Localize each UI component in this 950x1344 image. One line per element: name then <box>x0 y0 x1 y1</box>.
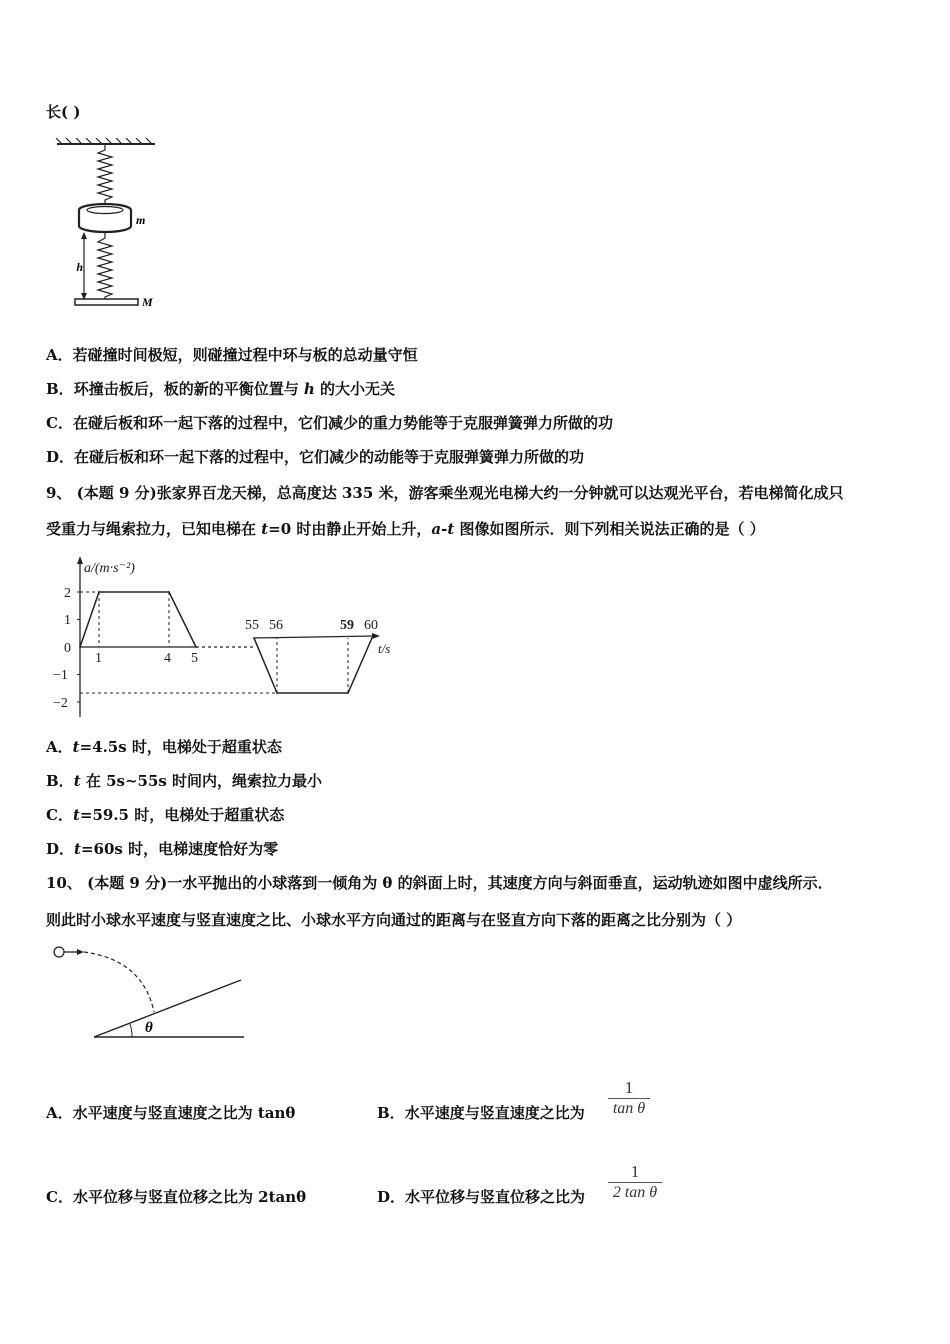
x-tick-60: 60 <box>364 618 378 633</box>
q9-option-a: A．t=4.5s 时，电梯处于超重状态 <box>46 738 282 756</box>
x-tick-55: 55 <box>245 618 259 633</box>
series-line-phase2 <box>254 638 372 693</box>
data-point <box>371 637 373 639</box>
incline-projectile-figure <box>48 942 253 1042</box>
q8-option-d: D．在碰后板和环一起下落的过程中，它们减少的动能等于克服弹簧弹力所做的功 <box>46 448 585 466</box>
q9-stem-line1: 9、 (本题 9 分)张家界百龙天梯，总高度达 335 米，游客乘坐观光电梯大约一分钟就可以达观光平台，若电梯简化成只 <box>46 484 844 502</box>
spring-ring-plate-figure <box>52 138 172 313</box>
q9-stem-line2: 受重力与绳索拉力，已知电梯在 t=0 时由静止开始上升，a-t 图像如图所示．则下列相关说法正确的是（ ） <box>46 520 765 538</box>
angle-label: θ <box>145 1020 153 1036</box>
y-tick-1: 1 <box>64 613 71 628</box>
data-point <box>98 591 100 593</box>
a-t-chart <box>44 552 414 722</box>
data-point <box>276 692 278 694</box>
q9-option-d: D．t=60s 时，电梯速度恰好为零 <box>46 840 279 858</box>
data-point <box>347 692 349 694</box>
q10-option-d: D．水平位移与竖直位移之比为 <box>377 1188 586 1206</box>
height-label: h <box>76 260 83 274</box>
q10-stem-line1: 10、 (本题 9 分)一水平抛出的小球落到一倾角为 θ 的斜面上时，其速度方向与斜面垂直，运动轨迹如图中虚线所示． <box>46 874 833 892</box>
fraction-b: 1 tan θ <box>608 1078 650 1119</box>
x-axis-label: t/s <box>378 641 391 656</box>
y-tick-neg2: −2 <box>53 696 68 711</box>
fraction-d: 1 2 tan θ <box>608 1162 662 1203</box>
q9-option-c: C．t=59.5 时，电梯处于超重状态 <box>46 806 285 824</box>
y-tick-neg1: −1 <box>53 668 68 683</box>
q8-option-c: C．在碰后板和环一起下落的过程中，它们减少的重力势能等于克服弹簧弹力所做的功 <box>46 414 613 432</box>
x-tick-59: 59 <box>340 618 354 633</box>
series-line-phase1 <box>80 592 196 647</box>
plate-label: M <box>142 295 153 309</box>
q9-option-b: B．t 在 5s~55s 时间内，绳索拉力最小 <box>46 772 323 790</box>
q10-option-a: A．水平速度与竖直速度之比为 tanθ <box>46 1104 296 1122</box>
y-axis-label: a/(m·s⁻²) <box>84 561 135 576</box>
x-tick-56: 56 <box>269 618 283 633</box>
spring-lower <box>98 232 112 299</box>
q8-stem-tail: 长( ) <box>46 103 81 121</box>
q8-option-a: A．若碰撞时间极短，则碰撞过程中环与板的总动量守恒 <box>46 346 418 364</box>
y-tick-0: 0 <box>64 641 71 656</box>
data-point <box>195 646 197 648</box>
data-point <box>79 646 81 648</box>
x-tick-5: 5 <box>191 651 198 666</box>
q10-option-c: C．水平位移与竖直位移之比为 2tanθ <box>46 1188 307 1206</box>
q10-stem-line2: 则此时小球水平速度与竖直速度之比、小球水平方向通过的距离与在竖直方向下落的距离之比分别为（ ） <box>46 911 742 929</box>
data-point <box>253 637 255 639</box>
mass-label: m <box>136 213 146 227</box>
x-tick-4: 4 <box>164 651 171 666</box>
x-tick-1: 1 <box>95 651 102 666</box>
y-tick-2: 2 <box>64 586 71 601</box>
q8-option-b: B．环撞击板后，板的新的平衡位置与 h 的大小无关 <box>46 380 396 398</box>
q10-option-b: B．水平速度与竖直速度之比为 <box>377 1104 585 1122</box>
data-point <box>168 591 170 593</box>
spring-upper <box>98 144 112 204</box>
